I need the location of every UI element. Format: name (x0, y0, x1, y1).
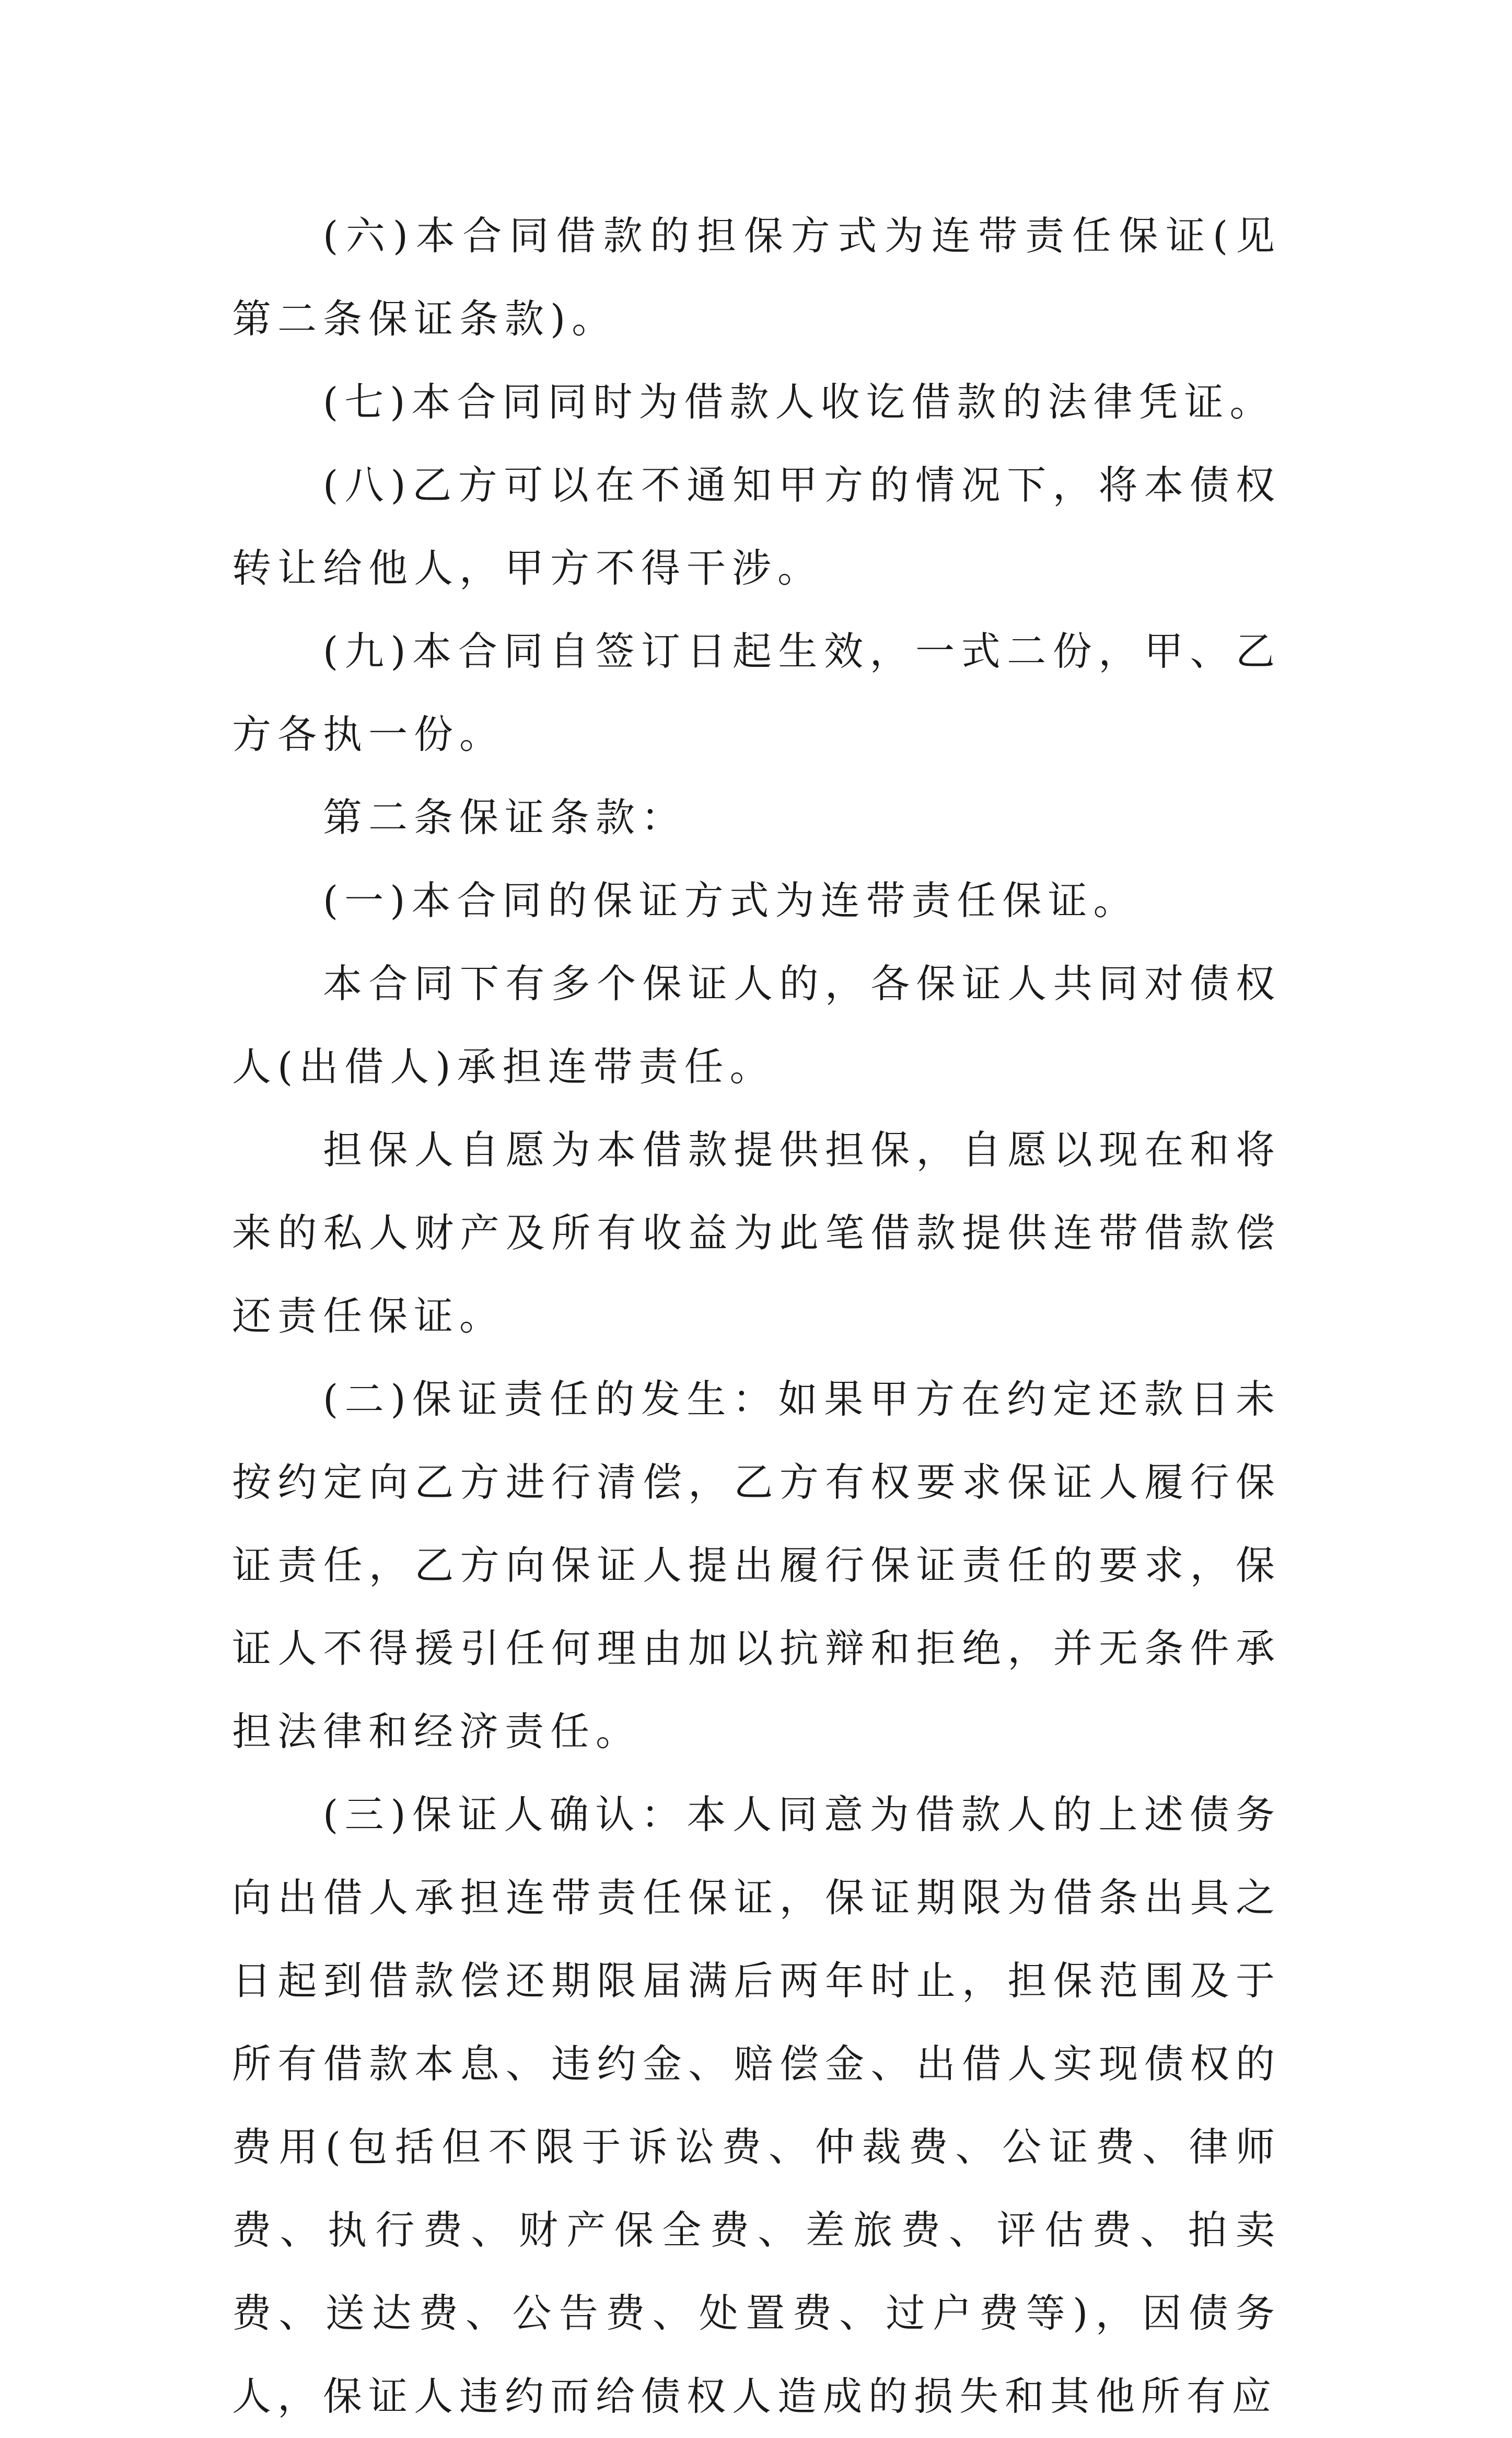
paragraph-item-7: (七)本合同同时为借款人收讫借款的法律凭证。 (323, 379, 1275, 425)
guarantee-multiple-guarantors: 本合同下有多个保证人的，各保证人共同对债权人(出借人)承担连带责任。 (232, 961, 1281, 1090)
guarantee-clause-1: (一)本合同的保证方式为连带责任保证。 (323, 877, 1139, 923)
guarantee-clause-3: (三)保证人确认：本人同意为借款人的上述债务向出借人承担连带责任保证，保证期限为借条出具之日起到借款偿还期限届满后两年时止，担保范围及于所有借款本息、违约金、赔偿金、出借人实现债权的费用(包括但不限于诉讼费、仲裁费、公证费、律师费、执行费、财产保全费、差旅费、评估费、拍卖费、送达费、公告费、处置费、过户费等)，因债务人，保证人违约而给债权人造成的损失和其他所有应 (232, 1792, 1281, 2419)
document-body (232, 194, 1281, 2438)
section-heading-guarantee: 第二条保证条款： (323, 794, 687, 840)
paragraph-item-8: (八)乙方可以在不通知甲方的情况下，将本债权转让给他人，甲方不得干涉。 (232, 462, 1281, 591)
guarantee-clause-2: (二)保证责任的发生：如果甲方在约定还款日未按约定向乙方进行清偿，乙方有权要求保证人履行保证责任，乙方向保证人提出履行保证责任的要求，保证人不得援引任何理由加以抗辩和拒绝，并无条件承担法律和经济责任。 (232, 1376, 1281, 1754)
paragraph-item-6: (六)本合同借款的担保方式为连带责任保证(见第二条保证条款)。 (232, 213, 1281, 342)
paragraph-item-9: (九)本合同自签订日起生效，一式二份，甲、乙方各执一份。 (232, 628, 1281, 757)
guarantee-voluntary: 担保人自愿为本借款提供担保，自愿以现在和将来的私人财产及所有收益为此笔借款提供连带借款偿还责任保证。 (232, 1127, 1281, 1339)
